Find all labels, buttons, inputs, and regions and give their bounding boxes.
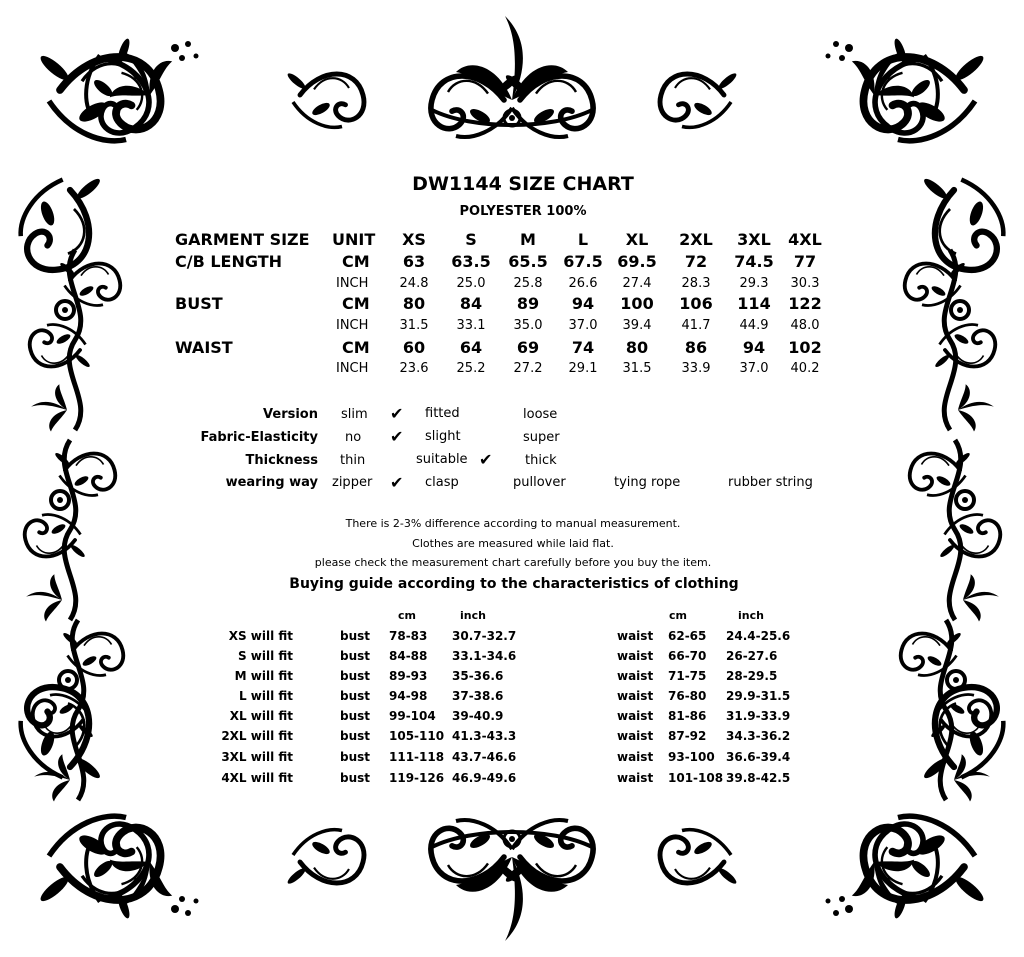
guide-fit-label: S will fit	[237, 649, 293, 663]
guide-bust-cm: 89-93	[389, 669, 428, 683]
attr-option: rubber string	[728, 475, 813, 490]
cell-cm: 77	[793, 252, 817, 271]
cell-cm: 80	[402, 294, 426, 313]
cell-inch: 26.6	[568, 276, 598, 291]
top-scroll-right	[660, 71, 738, 127]
guide-bust-cm: 119-126	[389, 771, 445, 785]
guide-waist-label: waist	[617, 689, 654, 703]
cell-inch: 41.7	[681, 318, 711, 333]
guide-waist-cm: 71-75	[668, 669, 707, 683]
size-header: M	[520, 230, 536, 249]
row-label-bust: BUST	[175, 294, 223, 313]
guide-bust-cm: 99-104	[389, 709, 436, 723]
cell-cm: 100	[620, 294, 654, 313]
guide-bust-label: bust	[340, 669, 371, 683]
cell-inch: 44.9	[739, 318, 769, 333]
cell-cm: 60	[402, 338, 426, 357]
cell-cm: 94	[742, 338, 766, 357]
attr-label-wearing-way: wearing way	[225, 475, 318, 490]
top-scroll-left	[286, 71, 364, 127]
cell-cm: 122	[788, 294, 822, 313]
guide-fit-label: XL will fit	[229, 709, 293, 723]
guide-waist-label: waist	[617, 649, 654, 663]
guide-bust-label: bust	[340, 729, 371, 743]
guide-bust-inch: 30.7-32.7	[452, 629, 517, 643]
guide-bust-cm: 111-118	[389, 750, 445, 764]
cell-inch: 48.0	[790, 318, 820, 333]
bottom-scroll-right	[660, 830, 738, 886]
attr-option: clasp	[425, 475, 459, 490]
note-line: There is 2-3% difference according to manual measurement.	[345, 517, 681, 530]
guide-waist-inch: 34.3-36.2	[726, 729, 791, 743]
guide-waist-label: waist	[617, 771, 654, 785]
cell-inch: 29.3	[739, 276, 769, 291]
unit-inch: INCH	[336, 361, 369, 376]
guide-waist-inch: 29.9-31.5	[726, 689, 791, 703]
cell-cm: 63.5	[451, 252, 491, 271]
guide-bust-label: bust	[340, 750, 371, 764]
row-label-waist: WAIST	[175, 338, 233, 357]
attr-option: zipper	[332, 475, 373, 490]
attr-option: super	[523, 430, 560, 445]
guide-fit-label: 4XL will fit	[221, 771, 293, 785]
cell-cm: 94	[571, 294, 595, 313]
guide-waist-inch: 31.9-33.9	[726, 709, 791, 723]
attr-option: no	[345, 430, 362, 445]
cell-cm: 89	[516, 294, 540, 313]
cell-inch: 33.1	[456, 318, 486, 333]
cell-cm: 65.5	[508, 252, 548, 271]
guide-fit-label: 2XL will fit	[221, 729, 293, 743]
cell-inch: 31.5	[399, 318, 429, 333]
cell-cm: 106	[679, 294, 713, 313]
header-unit: UNIT	[332, 230, 376, 249]
size-header: 3XL	[737, 230, 771, 249]
unit-cm: CM	[342, 294, 370, 313]
attr-option: slight	[425, 429, 461, 444]
guide-waist-label: waist	[617, 669, 654, 683]
corner-ornament-bottom-left	[15, 681, 199, 927]
checkmark-icon: ✔	[390, 427, 404, 446]
bottom-center-ornament	[431, 820, 593, 941]
guide-bust-inch: 33.1-34.6	[452, 649, 517, 663]
guide-fit-label: M will fit	[234, 669, 293, 683]
note-line: please check the measurement chart carefully before you buy the item.	[314, 556, 712, 569]
guide-waist-cm: 87-92	[668, 729, 707, 743]
attr-option: thick	[525, 453, 557, 468]
guide-waist-cm: 93-100	[668, 750, 715, 764]
cell-inch: 25.0	[456, 276, 486, 291]
row-label-cb-length: C/B LENGTH	[175, 252, 283, 271]
corner-ornament-top-right	[826, 30, 1010, 276]
size-header: 4XL	[788, 230, 822, 249]
unit-inch: INCH	[336, 318, 369, 333]
size-header: XL	[625, 230, 649, 249]
cell-inch: 25.8	[513, 276, 543, 291]
attr-option: suitable	[416, 452, 468, 467]
cell-cm: 69	[516, 338, 540, 357]
guide-fit-label: 3XL will fit	[221, 750, 293, 764]
guide-bust-label: bust	[340, 649, 371, 663]
guide-bust-label: bust	[340, 689, 371, 703]
cell-inch: 27.4	[622, 276, 652, 291]
unit-cm: CM	[342, 252, 370, 271]
attr-label-fabric-elasticity: Fabric-Elasticity	[200, 430, 318, 445]
attr-option: pullover	[513, 475, 566, 490]
checkmark-icon: ✔	[390, 473, 404, 492]
cell-inch: 35.0	[513, 318, 543, 333]
bottom-scroll-left	[286, 830, 364, 886]
guide-inch-header: inch	[460, 609, 486, 622]
checkmark-icon: ✔	[390, 404, 404, 423]
cell-cm: 84	[459, 294, 483, 313]
guide-bust-inch: 41.3-43.3	[452, 729, 517, 743]
cell-inch: 39.4	[622, 318, 652, 333]
guide-fit-label: XS will fit	[228, 629, 293, 643]
guide-waist-cm: 81-86	[668, 709, 707, 723]
guide-bust-label: bust	[340, 629, 371, 643]
guide-waist-label: waist	[617, 709, 654, 723]
size-header: S	[465, 230, 477, 249]
cell-inch: 29.1	[568, 361, 598, 376]
guide-waist-inch: 24.4-25.6	[726, 629, 791, 643]
cell-inch: 31.5	[622, 361, 652, 376]
attr-option: loose	[523, 407, 558, 422]
guide-bust-cm: 84-88	[389, 649, 428, 663]
header-garment-size: GARMENT SIZE	[175, 230, 310, 249]
cell-cm: 102	[788, 338, 822, 357]
cell-inch: 30.3	[790, 276, 820, 291]
cell-inch: 33.9	[681, 361, 711, 376]
guide-bust-inch: 43.7-46.6	[452, 750, 517, 764]
size-header: 2XL	[679, 230, 713, 249]
guide-bust-inch: 46.9-49.6	[452, 771, 517, 785]
guide-bust-cm: 94-98	[389, 689, 428, 703]
guide-bust-inch: 37-38.6	[452, 689, 504, 703]
attr-option: slim	[341, 407, 368, 422]
material-label: POLYESTER 100%	[459, 204, 587, 219]
cell-cm: 80	[625, 338, 649, 357]
cell-inch: 24.8	[399, 276, 429, 291]
cell-inch: 25.2	[456, 361, 486, 376]
cell-cm: 86	[684, 338, 708, 357]
cell-cm: 72	[684, 252, 708, 271]
guide-bust-label: bust	[340, 709, 371, 723]
cell-inch: 23.6	[399, 361, 429, 376]
guide-bust-cm: 105-110	[389, 729, 445, 743]
cell-inch: 37.0	[739, 361, 769, 376]
corner-ornament-bottom-right	[826, 681, 1010, 927]
left-vine	[22, 250, 123, 804]
guide-waist-cm: 62-65	[668, 629, 707, 643]
attr-option: fitted	[425, 406, 460, 421]
cell-inch: 37.0	[568, 318, 598, 333]
guide-inch-header: inch	[738, 609, 764, 622]
cell-cm: 67.5	[563, 252, 603, 271]
cell-inch: 40.2	[790, 361, 820, 376]
page-title: DW1144 SIZE CHART	[412, 173, 634, 195]
guide-bust-cm: 78-83	[389, 629, 428, 643]
cell-inch: 27.2	[513, 361, 543, 376]
size-header: L	[577, 230, 589, 249]
guide-bust-inch: 39-40.9	[452, 709, 504, 723]
cell-cm: 74.5	[734, 252, 774, 271]
guide-waist-label: waist	[617, 629, 654, 643]
cell-cm: 64	[459, 338, 483, 357]
cell-cm: 114	[737, 294, 771, 313]
guide-bust-inch: 35-36.6	[452, 669, 504, 683]
guide-waist-inch: 36.6-39.4	[726, 750, 791, 764]
guide-title: Buying guide according to the characteristics of clothing	[289, 576, 739, 592]
note-line: Clothes are measured while laid flat.	[412, 537, 614, 550]
corner-ornament-top-left	[15, 30, 199, 276]
checkmark-icon: ✔	[479, 450, 493, 469]
cell-cm: 69.5	[617, 252, 657, 271]
guide-cm-header: cm	[669, 609, 687, 622]
cell-cm: 74	[571, 338, 595, 357]
guide-waist-label: waist	[617, 750, 654, 764]
guide-waist-inch: 26-27.6	[726, 649, 778, 663]
guide-cm-header: cm	[398, 609, 416, 622]
attr-label-version: Version	[263, 407, 318, 422]
guide-waist-inch: 39.8-42.5	[726, 771, 791, 785]
guide-fit-label: L will fit	[238, 689, 293, 703]
unit-inch: INCH	[336, 276, 369, 291]
guide-waist-cm: 66-70	[668, 649, 707, 663]
guide-waist-label: waist	[617, 729, 654, 743]
cell-inch: 28.3	[681, 276, 711, 291]
unit-cm: CM	[342, 338, 370, 357]
guide-waist-inch: 28-29.5	[726, 669, 778, 683]
attr-option: thin	[340, 453, 366, 468]
cell-cm: 63	[402, 252, 426, 271]
attr-option: tying rope	[614, 475, 681, 490]
attr-label-thickness: Thickness	[245, 453, 318, 468]
guide-bust-label: bust	[340, 771, 371, 785]
size-header: XS	[402, 230, 426, 249]
guide-waist-cm: 101-108	[668, 771, 724, 785]
guide-waist-cm: 76-80	[668, 689, 707, 703]
top-center-ornament	[431, 16, 593, 137]
